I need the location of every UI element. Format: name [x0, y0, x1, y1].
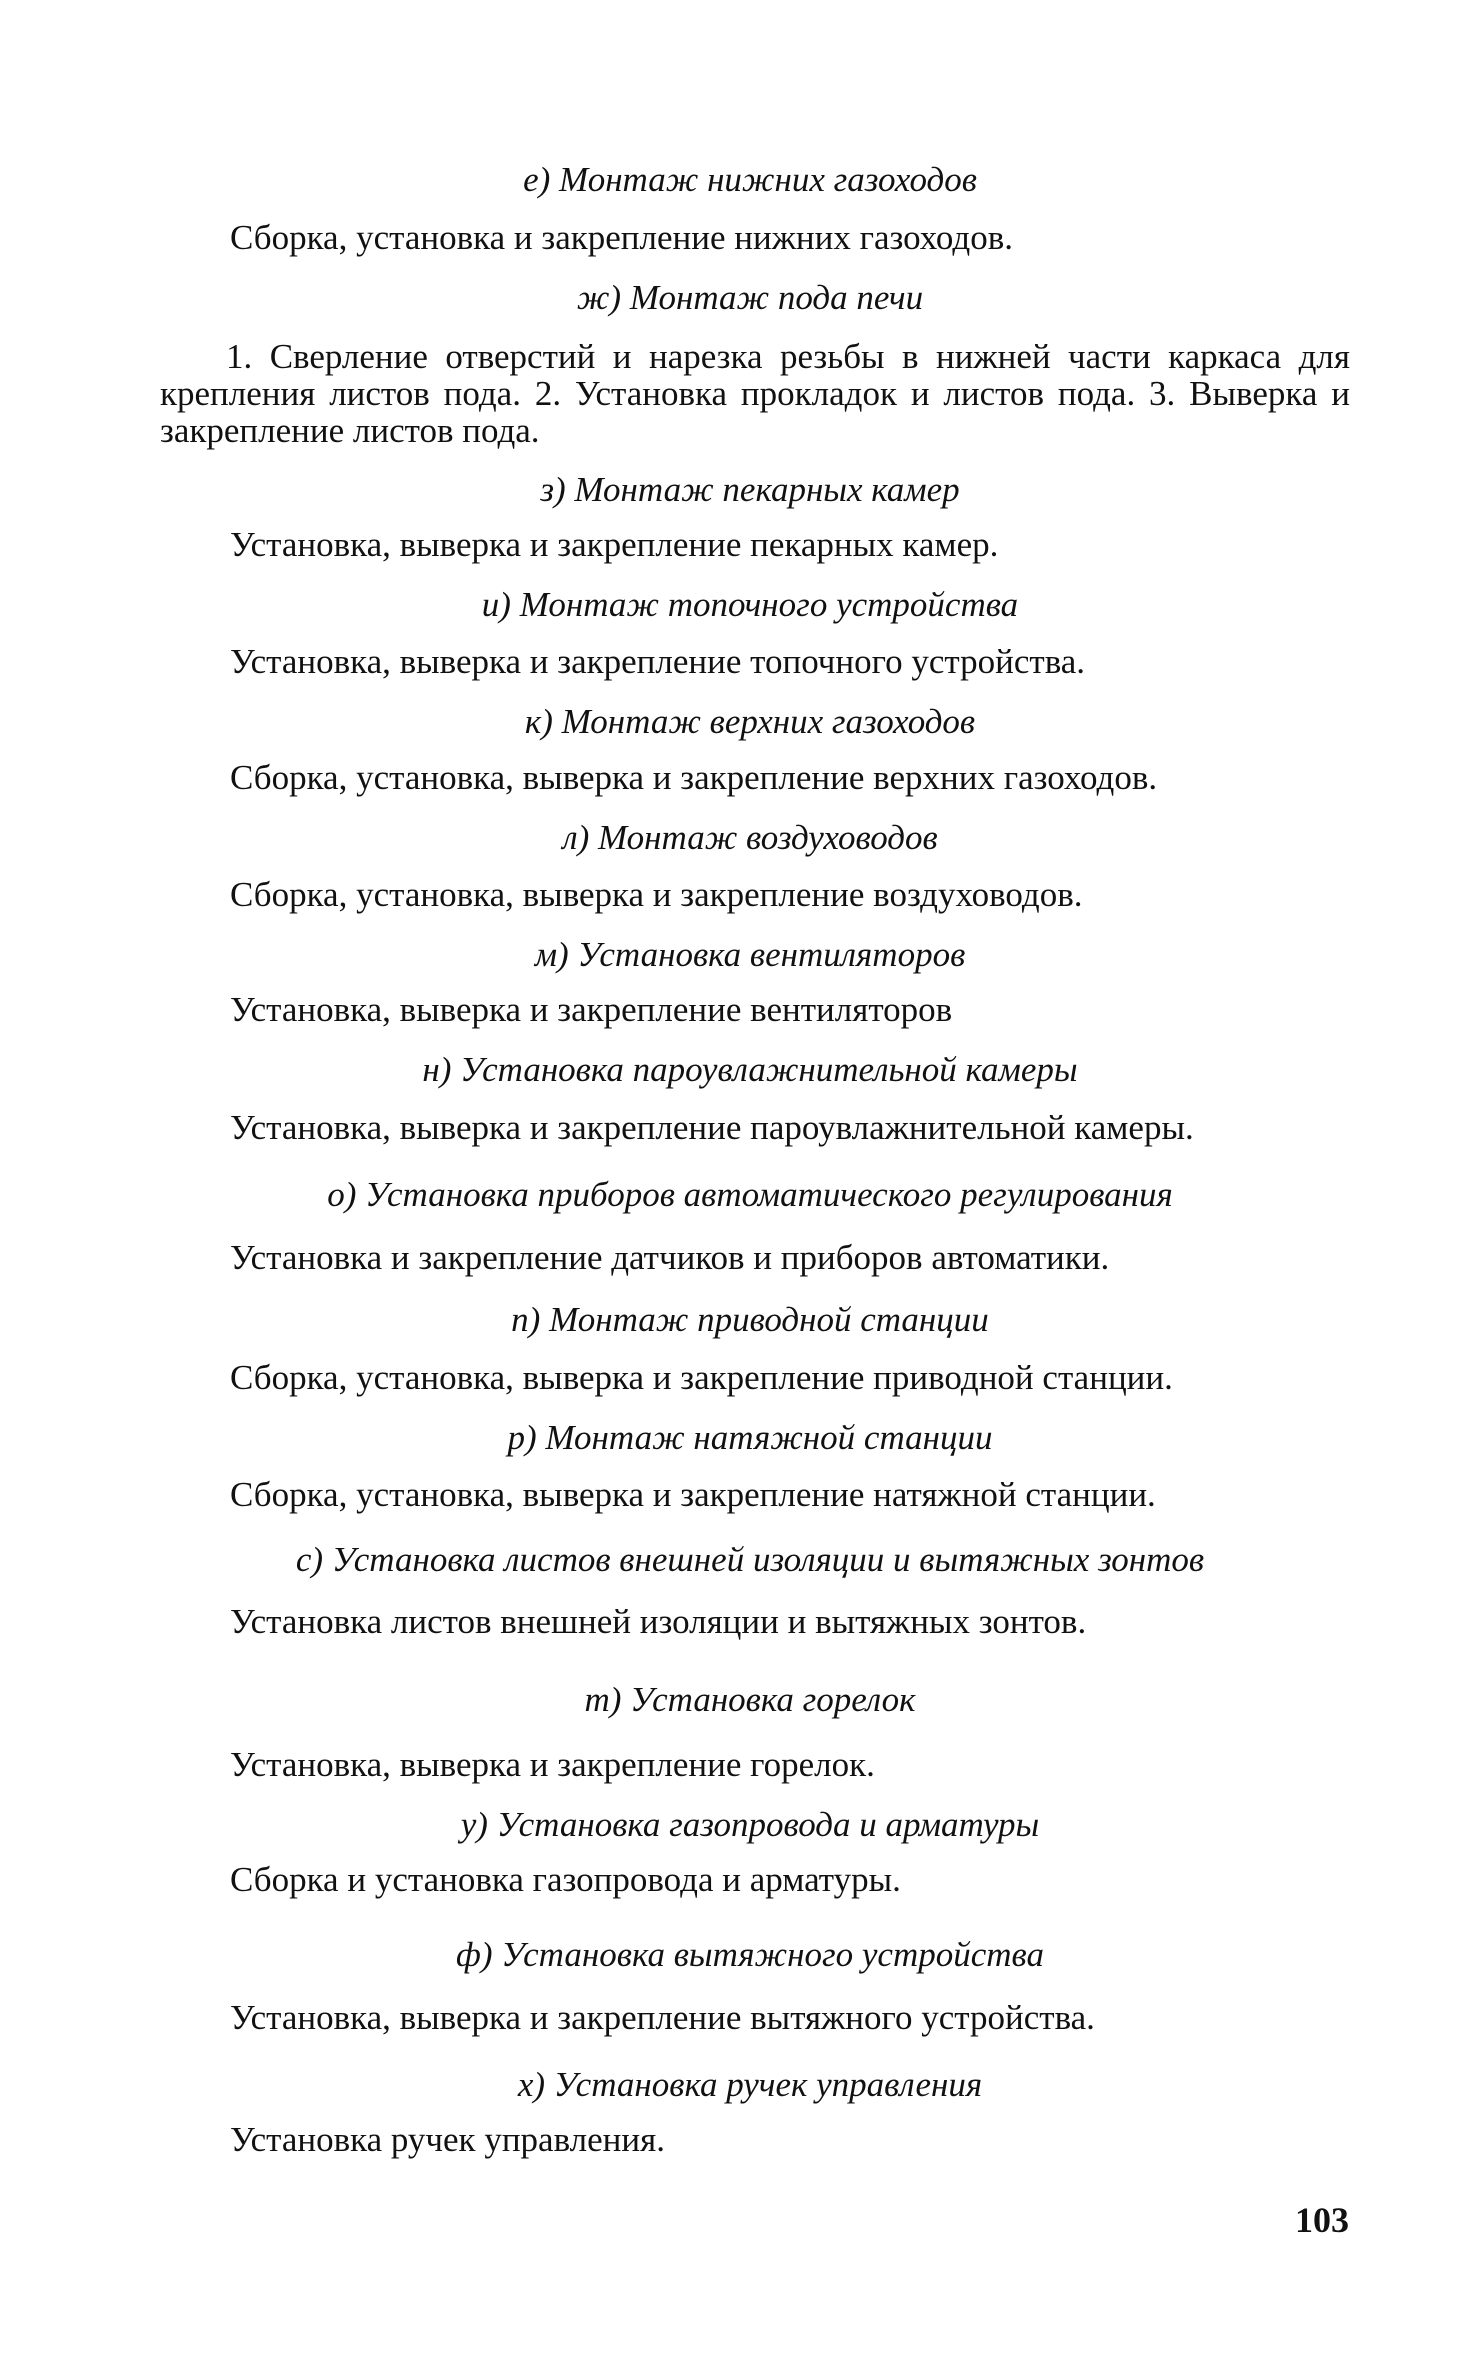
section-text-m: Установка, выверка и закрепление вентиляторов [230, 990, 953, 1029]
section-heading-i: и) Монтаж топочного устройства [481, 585, 1019, 624]
section-text-o: Установка и закрепление датчиков и приборов автоматики. [230, 1238, 1110, 1277]
section-heading-f: ф) Установка вытяжного устройства [455, 1935, 1044, 1974]
section-text-n: Установка, выверка и закрепление пароувлажнительной камеры. [230, 1108, 1194, 1147]
section-heading-r: р) Монтаж натяжной станции [507, 1418, 993, 1457]
section-text-p: Сборка, установка, выверка и закрепление приводной станции. [230, 1358, 1173, 1397]
section-text-l: Сборка, установка, выверка и закрепление воздуховодов. [230, 875, 1083, 914]
section-heading-z: з) Монтаж пекарных камер [540, 470, 960, 509]
section-heading-t: т) Установка горелок [584, 1680, 916, 1719]
section-text-z: Установка, выверка и закрепление пекарных камер. [230, 525, 999, 564]
section-heading-e: е) Монтаж нижних газоходов [523, 160, 977, 199]
section-heading-u: у) Установка газопровода и арматуры [460, 1805, 1040, 1844]
section-text-e: Сборка, установка и закрепление нижних газоходов. [230, 218, 1013, 257]
section-text-kh: Установка ручек управления. [230, 2120, 665, 2159]
section-heading-k: к) Монтаж верхних газоходов [524, 702, 976, 741]
page-number: 103 [1295, 2200, 1349, 2240]
section-text-f: Установка, выверка и закрепление вытяжного устройства. [230, 1998, 1095, 2037]
section-text-i: Установка, выверка и закрепление топочного устройства. [230, 642, 1086, 681]
section-heading-p: п) Монтаж приводной станции [511, 1300, 989, 1339]
section-heading-l: л) Монтаж воздуховодов [562, 818, 938, 857]
section-text-k: Сборка, установка, выверка и закрепление верхних газоходов. [230, 758, 1158, 797]
section-heading-s: с) Установка листов внешней изоляции и вытяжных зонтов [295, 1540, 1205, 1579]
section-text-u: Сборка и установка газопровода и арматуры. [230, 1860, 901, 1899]
section-heading-m: м) Установка вентиляторов [534, 935, 966, 974]
section-heading-kh: х) Установка ручек управления [517, 2065, 983, 2104]
section-text-r: Сборка, установка, выверка и закрепление натяжной станции. [230, 1475, 1156, 1514]
section-heading-zh: ж) Монтаж пода печи [576, 278, 924, 317]
section-heading-n: н) Установка пароувлажнительной камеры [422, 1050, 1078, 1089]
section-text-s: Установка листов внешней изоляции и вытяжных зонтов. [230, 1602, 1087, 1641]
section-heading-o: о) Установка приборов автоматического регулирования [327, 1175, 1173, 1214]
section-text-t: Установка, выверка и закрепление горелок. [230, 1745, 875, 1784]
section-text-zh: 1. Сверление отверстий и нарезка резьбы в нижней части каркаса для крепления листов пода. 2. Установка прокладок и листов пода. 3. Выверка и закрепление листов пода. [160, 337, 1350, 450]
